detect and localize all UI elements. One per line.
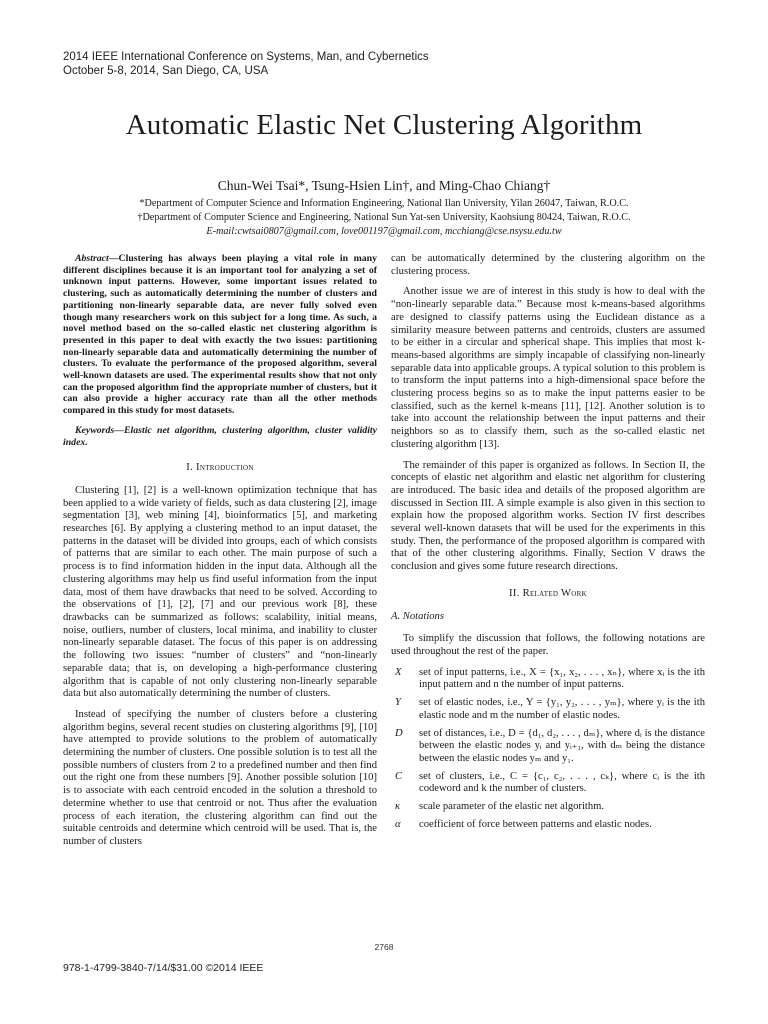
keywords-text: —Elastic net algorithm, clustering algorithm, cluster validity index. bbox=[63, 424, 377, 448]
abstract-label: Abstract bbox=[75, 253, 109, 264]
keywords-label: Keywords bbox=[75, 424, 115, 436]
subsection-heading-notations: A. Notations bbox=[391, 610, 444, 622]
notation-definition: set of input patterns, i.e., X = {x₁, x₂, . . . , xₙ}, where xᵢ is the ith input pattern and n the number of input patterns. bbox=[419, 666, 705, 691]
conference-name: 2014 IEEE International Conference on Systems, Man, and Cybernetics bbox=[63, 51, 429, 63]
affiliation-1: *Department of Computer Science and Information Engineering, National Ilan University, Yilan 26047, Taiwan, R.O.C. bbox=[139, 198, 629, 209]
isbn-copyright: 978-1-4799-3840-7/14/$31.00 ©2014 IEEE bbox=[63, 962, 264, 974]
notation-item bbox=[391, 728, 705, 766]
intro-paragraph-2: Instead of specifying the number of clusters before a clustering algorithm begins, several recent studies on clustering algorithms [9], [10] have attempted to provide solutions to the problem of automatically determining the number of clusters. One possible solution is to test all the possible numbers of clusters from 2 to a predefined number and then find out the right one from these numbers [9]. Another possible solution [10] is to associate with each centroid encoded in the solution a threshold to determine whether to use that centroid or not. Thus after the evaluation process of each iteration, the clustering algorithm can find out the suitable centroids and determine which centroid will be used. That is, the number of clusters bbox=[63, 708, 377, 847]
conference-date-location: October 5-8, 2014, San Diego, CA, USA bbox=[63, 65, 269, 77]
notation-item bbox=[391, 667, 705, 692]
notation-definition: coefficient of force between patterns and elastic nodes. bbox=[419, 818, 652, 830]
section-heading-introduction: I. Introduction bbox=[186, 462, 254, 474]
notation-item bbox=[391, 801, 705, 814]
notation-definition: set of clusters, i.e., C = {c₁, c₂, . . . , cₖ}, where cᵢ is the ith codeword and k the number of clusters. bbox=[419, 770, 705, 795]
paper-title: Automatic Elastic Net Clustering Algorithm bbox=[125, 109, 643, 141]
right-column bbox=[391, 253, 705, 836]
body-paragraph-continued: can be automatically determined by the clustering algorithm on the clustering process. bbox=[391, 253, 705, 277]
notation-item bbox=[391, 697, 705, 722]
page-number: 2768 bbox=[374, 942, 394, 952]
notation-list bbox=[391, 667, 705, 832]
keywords bbox=[63, 425, 377, 448]
conference-header bbox=[63, 50, 563, 78]
notation-symbol: D bbox=[395, 727, 403, 739]
abstract-text: —Clustering has always been playing a vital role in many different disciplines because it is an important tool for analyzing a set of unknown input patterns. However, some important issues related to clustering, such as automatically determining the number of clusters and partitioning non-linearly separable data, are never fully solved even though many researchers work on this subject for a long time. As such, a novel method based on the so-called elastic net clustering algorithm is presented in this paper to deal with exactly the two issues: partitioning non-linearly separable data and automatically determining the number of clusters. To evaluate the performance of the proposed algorithm, several well-known datasets are used. The experimental results show that not only can the proposed algorithm find the appropriate number of clusters, but it can also provide a higher accuracy rate than all the other methods compared in this study for most datasets. bbox=[63, 253, 377, 417]
notation-definition: set of elastic nodes, i.e., Y = {y₁, y₂, . . . , yₘ}, where yᵢ is the ith elastic node and m the number of elastic nodes. bbox=[419, 697, 705, 721]
notation-symbol: X bbox=[395, 666, 402, 678]
notation-definition: set of distances, i.e., D = {d₁, d₂, . . . , dₘ}, where dᵢ is the distance between the elastic nodes yᵢ and yᵢ₊₁, with dₘ being the distance between the elastic nodes yₘ and y₁. bbox=[419, 727, 705, 764]
notation-symbol: α bbox=[395, 818, 401, 830]
author-list: Chun-Wei Tsai*, Tsung-Hsien Lin†, and Ming-Chao Chiang† bbox=[217, 178, 551, 193]
notation-symbol: Y bbox=[395, 697, 401, 709]
body-paragraph-nonlinear: Another issue we are of interest in this study is how to deal with the “non-linearly separable data.” Because most k-means-based algorithms are designed to classify patterns using the Euclidean distance as a similarity measure between patterns and centroids, clusters are assumed to be either in a circular and spherical shape. This implies that most k-means-based algorithms are simply incapable of classifying non-linearly separable data into applicable groups. A typical solution to this problem is to transform the input patterns into a high-dimensional space before the clustering process begins so as to make the input patterns easier to be classified, such as the kernel k-means [11], [12]. Another solution is to take into account the relationship between the input patterns and their neighbors so as to classify them, such as the so-called elastic net clustering algorithm [13]. bbox=[391, 286, 705, 450]
notation-symbol: κ bbox=[395, 801, 401, 813]
notation-definition: scale parameter of the elastic net algorithm. bbox=[419, 801, 605, 813]
notation-item bbox=[391, 819, 705, 832]
intro-paragraph-1: Clustering [1], [2] is a well-known optimization technique that has been applied to a wide variety of fields, such as data clustering [2], image segmentation [3], web mining [4], bioinformatics [5], and marketing researches [6]. By applying a clustering method to an input dataset, the patterns in the dataset will be divided into groups, each of which consists of patterns that are similar to each other. The main purpose of such a process is to find information hidden in the input data. Although all the clustering algorithms may help us find useful information from the input data, most of them have drawbacks that need to be solved. According to the observations of [1], [2], [7] and our previous work [8], these drawbacks can be summarized as follows: scalability, initial means, noise, outliers, number of clusters, local minima, and inability to cluster non-linearly separable dataset. The focus of this paper is on addressing the following two issues: “number of clusters” and “non-linearly separable data; that is, on developing a high-performance clustering algorithm that is capable of not only clustering non-linearly separable data but also automatically determining the number of clusters. bbox=[63, 484, 377, 700]
left-column bbox=[63, 253, 377, 857]
section-heading-related-work: II. Related Work bbox=[509, 587, 587, 599]
body-paragraph-organization: The remainder of this paper is organized as follows. In Section II, the concepts of elastic net algorithm and elastic net algorithm for clustering are introduced. The basic idea and details of the proposed algorithm are discussed in Section III. A simple example is also given in this section to explain how the proposed algorithm works. Section IV first describes several well-known datasets that will be used for the experiments in this study. Then, the performance of the proposed algorithm is compared with that of the other clustering algorithms. Finally, Section V draws the conclusion and gives some future research directions. bbox=[391, 459, 705, 573]
abstract bbox=[63, 253, 377, 417]
affiliation-2: †Department of Computer Science and Engineering, National Sun Yat-sen University, Kaohsiung 80424, Taiwan, R.O.C. bbox=[137, 212, 631, 223]
author-emails: E-mail:cwtsai0807@gmail.com, love001197@gmail.com, mcchiang@cse.nsysu.edu.tw bbox=[206, 226, 562, 237]
notation-symbol: C bbox=[395, 770, 403, 782]
notations-intro: To simplify the discussion that follows, the following notations are used throughout the rest of the paper. bbox=[391, 633, 705, 657]
notation-item bbox=[391, 771, 705, 796]
